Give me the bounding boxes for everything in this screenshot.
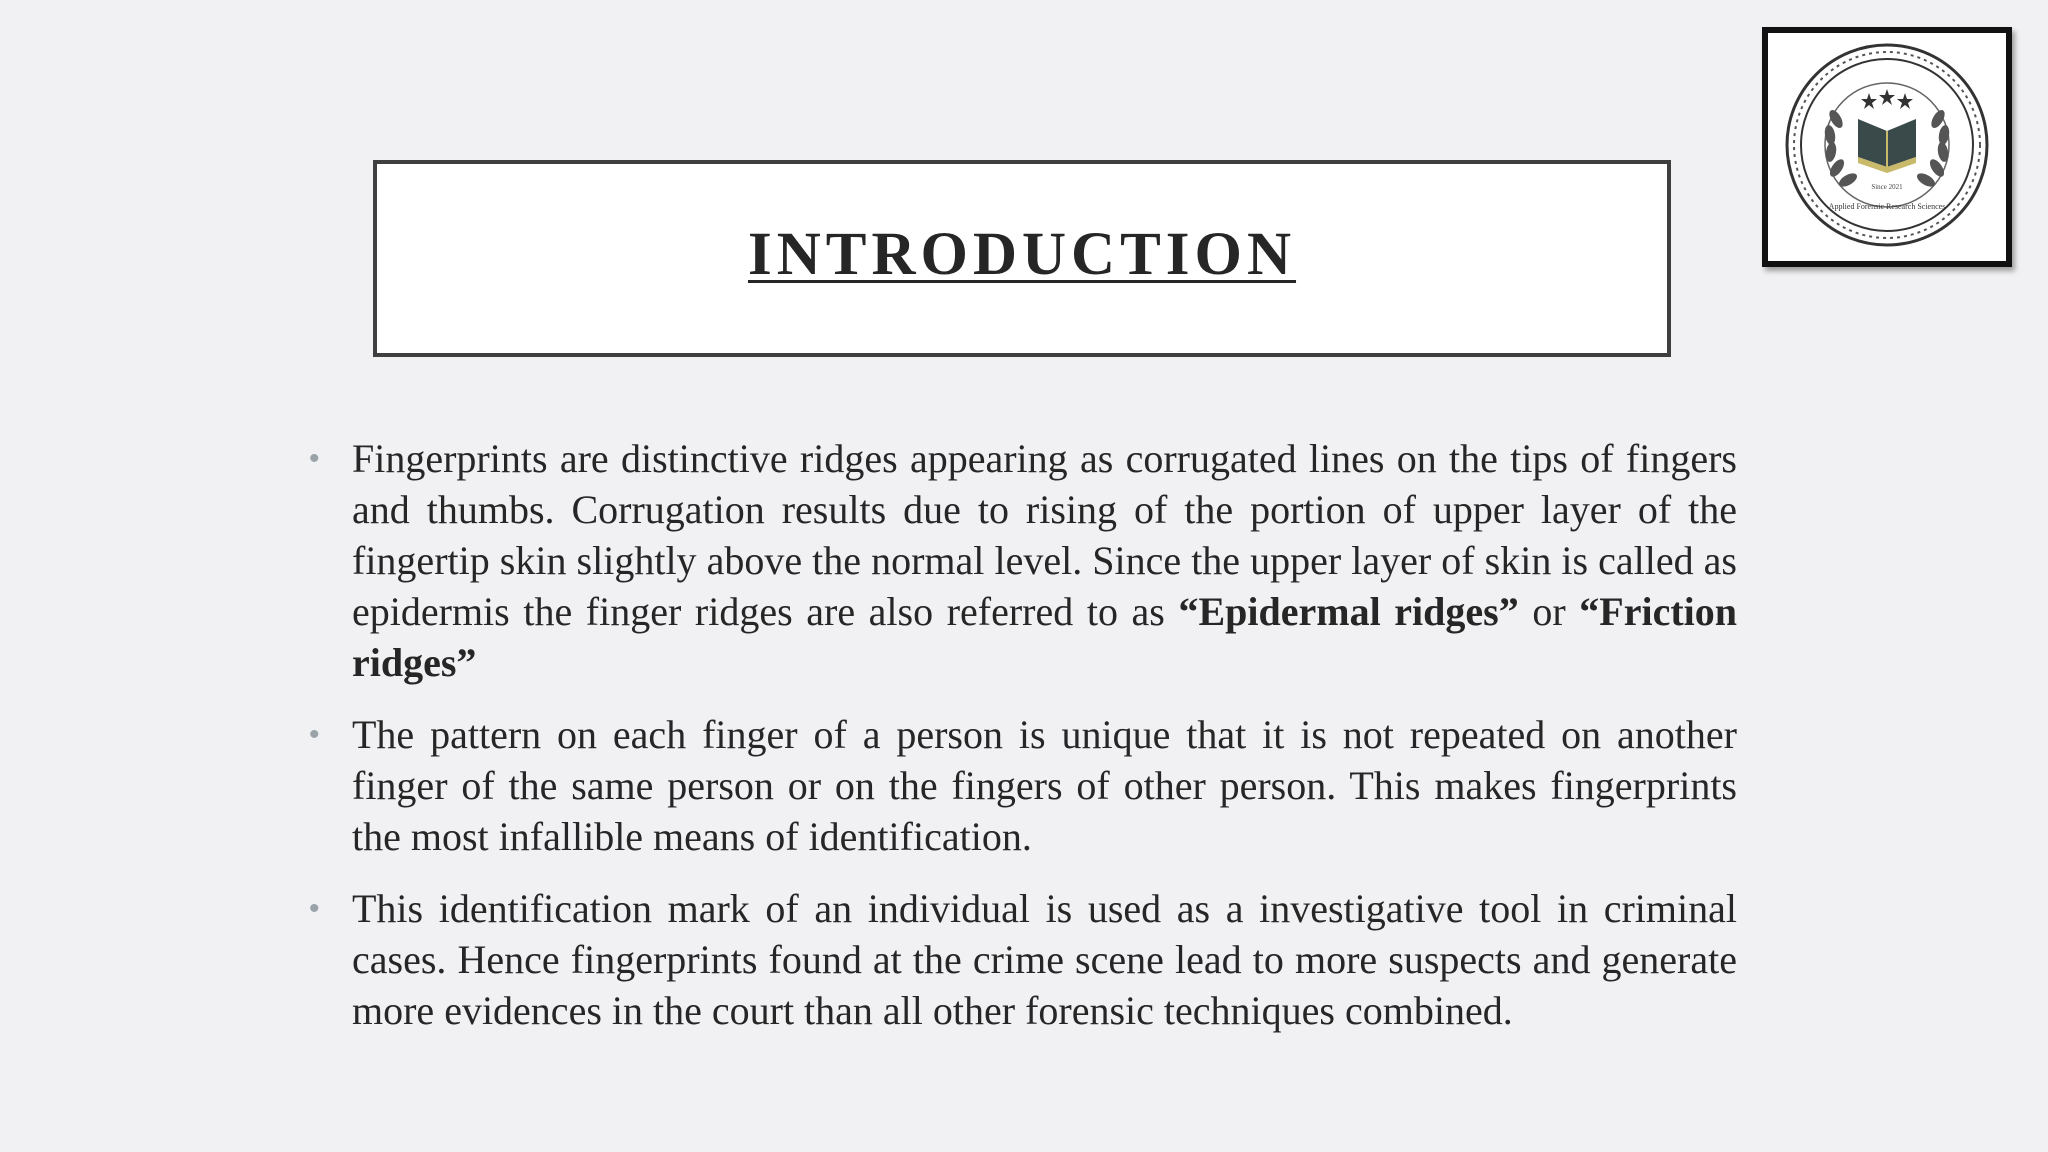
forensic-science-emblem-icon bbox=[1774, 39, 2000, 255]
title-box bbox=[373, 160, 1671, 357]
bullet-icon: • bbox=[309, 442, 320, 475]
bullet-text: The pattern on each finger of a person is unique that it is not repeated on another finger of the same person or on the fingers of other person. This makes fingerprints the most infallible means of identification. bbox=[352, 712, 1737, 859]
term-epidermal-ridges: “Epidermal ridges” bbox=[1178, 589, 1519, 634]
logo bbox=[1762, 27, 2012, 267]
bullet-connector: or bbox=[1518, 589, 1580, 634]
svg-text:Since 2021: Since 2021 bbox=[1871, 183, 1903, 191]
bullet-text: Fingerprints are distinctive ridges appearing as corrugated lines on the tips of fingers and thumbs. Corrugation results due to rising of the portion of upper layer of the fingertip skin slightly above the normal level. Since the upper layer of skin is called as epidermis the finger ridges are also referred to as bbox=[352, 436, 1737, 634]
bullet-icon: • bbox=[309, 718, 320, 751]
bullet-icon: • bbox=[309, 892, 320, 925]
bullet-list bbox=[305, 433, 1737, 1057]
list-item bbox=[305, 709, 1737, 862]
list-item bbox=[305, 883, 1737, 1036]
list-item bbox=[305, 433, 1737, 688]
bullet-text: This identification mark of an individual is used as a investigative tool in criminal cases. Hence fingerprints found at the crime scene lead to more suspects and generate more evidences in the court than all other forensic techniques combined. bbox=[352, 886, 1737, 1033]
page-title: INTRODUCTION bbox=[747, 220, 1297, 288]
term-friction-ridges: “Friction ridges” bbox=[352, 589, 1737, 685]
svg-text:Applied Forensic Research Scie: Applied Forensic Research Sciences bbox=[1828, 202, 1946, 211]
